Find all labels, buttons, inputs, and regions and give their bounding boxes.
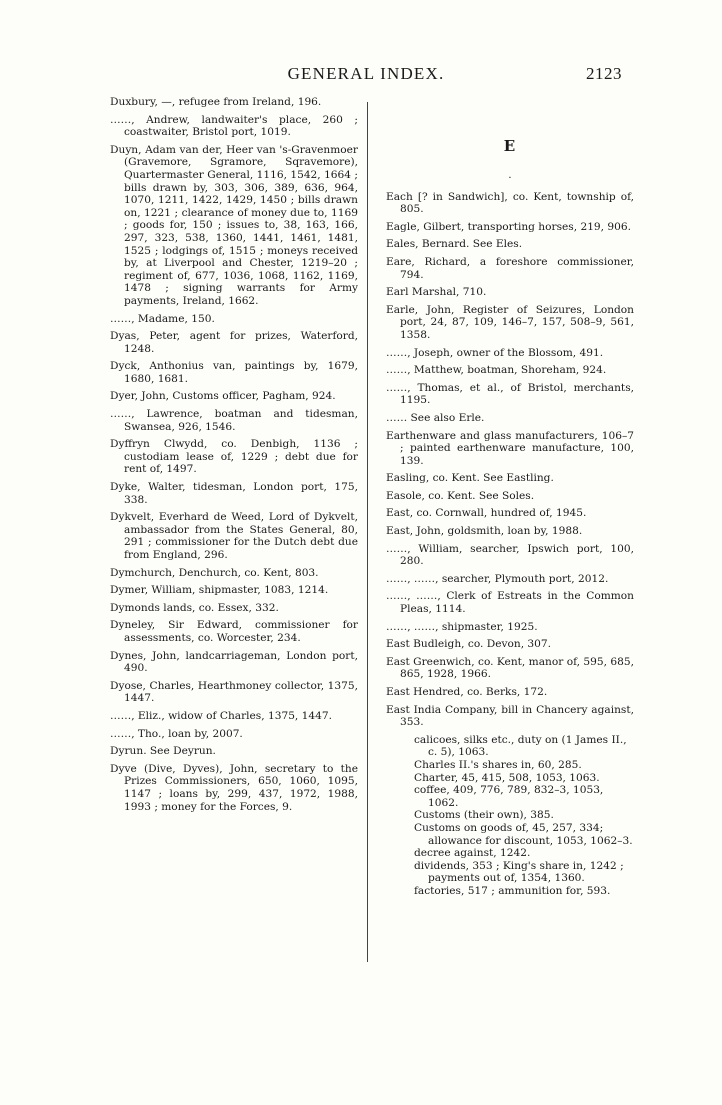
index-entry: Eales, Bernard. See Eles.: [386, 238, 523, 251]
index-entry: ……, Andrew, landwaiter's place, 260 ; coastwaiter, Bristol port, 1019.: [110, 113, 358, 139]
index-entry: Earthenware and glass manufacturers, 106–7 ; painted earthenware manufacture, 100, 139.: [386, 429, 634, 467]
index-entry: ……, Matthew, boatman, Shoreham, 924.: [386, 364, 607, 377]
index-entry: Dymer, William, shipmaster, 1083, 1214.: [110, 584, 329, 597]
index-subentry: Customs on goods of, 45, 257, 334; allowance for discount, 1053, 1062–3.: [414, 821, 633, 847]
column-divider: [367, 102, 368, 962]
index-entry: Dymchurch, Denchurch, co. Kent, 803.: [110, 566, 319, 579]
index-subentry: dividends, 353 ; King's share in, 1242 ; payments out of, 1354, 1360.: [414, 859, 624, 885]
index-entry: ……, ……, shipmaster, 1925.: [386, 620, 538, 633]
index-entry: Dyke, Walter, tidesman, London port, 175, 338.: [110, 481, 358, 506]
index-subentry: Charter, 45, 415, 508, 1053, 1063.: [414, 771, 600, 784]
index-entry: ……, William, searcher, Ipswich port, 100, 280.: [386, 542, 634, 568]
index-entry: Duxbury, —, refugee from Ireland, 196.: [110, 96, 322, 108]
index-entry: Dynes, John, landcarriageman, London port, 490.: [110, 649, 358, 675]
index-entry: Each [? in Sandwich], co. Kent, township of, 805.: [386, 190, 634, 216]
index-entry: ……, Tho., loan by, 2007.: [110, 727, 243, 740]
index-entry: Eare, Richard, a foreshore commissioner, 794.: [386, 255, 634, 281]
index-entry: Dyck, Anthonius van, paintings by, 1679, 1680, 1681.: [110, 360, 358, 385]
index-subentry: Charles II.'s shares in, 60, 285.: [414, 758, 582, 771]
index-entry: ……, Eliz., widow of Charles, 1375, 1447.: [110, 709, 332, 722]
index-subentry: calicoes, silks etc., duty on (1 James II., c. 5), 1063.: [414, 733, 627, 759]
index-entry: Dymonds lands, co. Essex, 332.: [110, 601, 279, 614]
index-entry: ……, Thomas, et al., of Bristol, merchants, 1195.: [386, 381, 634, 407]
page-number: 2123: [586, 64, 622, 83]
index-entry: …… See also Erle.: [386, 411, 485, 424]
index-entry: Dyffryn Clwydd, co. Denbigh, 1136 ; custodiam lease of, 1229 ; debt due for rent of, 1497.: [110, 438, 358, 476]
index-entry: Dyrun. See Deyrun.: [110, 745, 216, 758]
index-entry: Dyas, Peter, agent for prizes, Waterford, 1248.: [110, 330, 358, 355]
index-entry: East India Company, bill in Chancery against, 353.: [386, 703, 634, 729]
index-entry: Earl Marshal, 710.: [386, 286, 487, 299]
index-entry: ……, Madame, 150.: [110, 312, 215, 325]
index-entry: East Hendred, co. Berks, 172.: [386, 686, 548, 698]
index-entry: Dyve (Dive, Dyves), John, secretary to the Prizes Commissioners, 650, 1060, 1095, 1147 ; loans by, 299, 437, 1972, 1988, 1993 ; money for the Forces, 9.: [110, 762, 358, 813]
index-entry: Dyneley, Sir Edward, commissioner for assessments, co. Worcester, 234.: [110, 619, 358, 644]
section-letter: E: [503, 137, 517, 155]
index-entry: Easling, co. Kent. See Eastling.: [386, 472, 554, 485]
index-subentry: decree against, 1242.: [414, 847, 531, 860]
index-entry: Dyer, John, Customs officer, Pagham, 924.: [110, 390, 336, 403]
index-entry: Duyn, Adam van der, Heer van 's-Gravenmoer (Gravemore, Sgramore, Sqravemore), Quartermaster General, 1116, 1542, 1664 ; bills drawn by, 303, 306, 389, 636, 964, 1070, 1211, 1422, 1429, 1450 ; bills drawn on, 1221 ; clearance of money due to, 1169 ; goods for, 150 ; issues to, 38, 163, 166, 297, 323, 538, 1360, 1441, 1461, 1481, 1525 ; lodgings of, 1515 ; moneys received by, at Liverpool and Chester, 1219–20 ; regiment of, 677, 1036, 1068, 1162, 1169, 1478 ; signing warrants for Army payments, Ireland, 1662.: [110, 143, 358, 307]
index-subentry: factories, 517 ; ammunition for, 593.: [414, 884, 611, 897]
page-header: [110, 62, 622, 88]
index-entry: ……, ……, Clerk of Estreats in the Common Pleas, 1114.: [386, 590, 634, 616]
index-entry: East, John, goldsmith, loan by, 1988.: [386, 525, 583, 538]
index-subentry: Customs (their own), 385.: [414, 809, 554, 822]
index-entry: East, co. Cornwall, hundred of, 1945.: [386, 507, 587, 520]
index-entry: East Budleigh, co. Devon, 307.: [386, 638, 552, 651]
right-column: [386, 96, 634, 898]
index-entry: Dyose, Charles, Hearthmoney collector, 1375, 1447.: [110, 679, 358, 705]
index-entry: ……, ……, searcher, Plymouth port, 2012.: [386, 572, 609, 585]
index-entry: Eagle, Gilbert, transporting horses, 219, 906.: [386, 220, 631, 233]
running-title: GENERAL INDEX.: [287, 64, 445, 83]
index-entry: ……, Joseph, owner of the Blossom, 491.: [386, 346, 604, 359]
index-entry: Easole, co. Kent. See Soles.: [386, 489, 535, 502]
index-subentry: coffee, 409, 776, 789, 832–3, 1053, 1062.: [414, 784, 604, 809]
index-entry: Dykvelt, Everhard de Weed, Lord of Dykvelt, ambassador from the States General, 80, 291 ; commissioner for the Dutch debt due from England, 296.: [110, 511, 358, 561]
section-mark: ·: [508, 172, 512, 184]
index-entry: Earle, John, Register of Seizures, London port, 24, 87, 109, 146–7, 157, 508–9, 561, 1358.: [386, 303, 634, 341]
left-column: [110, 96, 358, 818]
index-entry: East Greenwich, co. Kent, manor of, 595, 685, 865, 1928, 1966.: [386, 655, 634, 681]
index-entry: ……, Lawrence, boatman and tidesman, Swansea, 926, 1546.: [110, 408, 358, 433]
